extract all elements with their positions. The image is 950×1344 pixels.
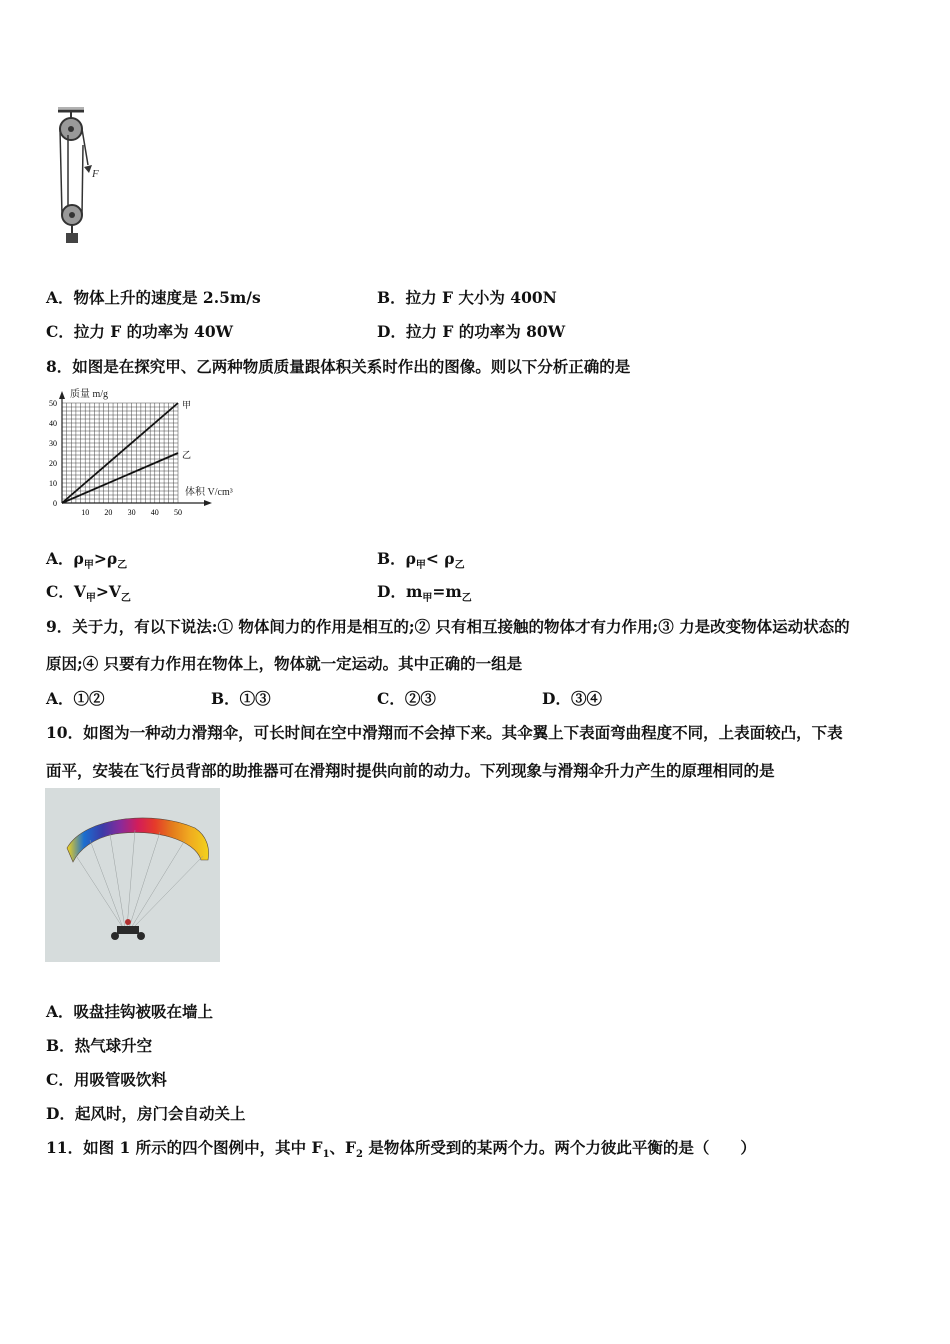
q8-a-mid: >ρ: [93, 549, 118, 568]
q10-option-d: D．起风时，房门会自动关上: [46, 1104, 246, 1123]
q8-b-mid: < ρ: [425, 549, 455, 568]
series-label: 甲: [182, 401, 192, 411]
q11-sub2: 2: [356, 1149, 364, 1161]
x-axis-label: 体积 V/cm³: [185, 487, 233, 498]
q9-stem-line2: 原因;④ 只要有力作用在物体上，物体就一定运动。其中正确的一组是: [46, 654, 523, 673]
q8-a-sub2: 乙: [117, 560, 128, 572]
q8-option-b: [377, 547, 465, 571]
q7-option-c: C．拉力 F 的功率为 40W: [46, 322, 234, 341]
y-tick-label: 10: [49, 479, 57, 488]
q9-option-c: C．②③: [377, 689, 436, 708]
paraglider-photo: [45, 788, 220, 962]
q9-option-d: D．③④: [542, 689, 602, 708]
q9-option-b: B．①③: [211, 689, 271, 708]
q8-stem: 8．如图是在探究甲、乙两种物质质量跟体积关系时作出的图像。则以下分析正确的是: [46, 357, 631, 376]
q8-option-d: [377, 580, 472, 604]
q11-stem: [46, 1136, 756, 1160]
q11-stem-pre: 11．如图 1 所示的四个图例中，其中 F: [46, 1138, 323, 1157]
q10-option-c: C．用吸管吸饮料: [46, 1070, 167, 1089]
pulley-figure: [50, 105, 110, 250]
q8-a-main: A．ρ: [46, 549, 84, 568]
x-tick-label: 10: [81, 508, 90, 517]
q8-c-mid: >V: [95, 582, 121, 601]
q8-b-sub1: 甲: [415, 560, 426, 572]
q10-option-b: B．热气球升空: [46, 1036, 153, 1055]
series-label: 乙: [182, 451, 192, 461]
q11-stem-post: 是物体所受到的某两个力。两个力彼此平衡的是（ ）: [363, 1138, 756, 1157]
y-tick-label: 40: [49, 419, 57, 428]
q11-stem-mid: 、F: [329, 1138, 357, 1157]
series-line-yi: [62, 453, 178, 503]
q8-d-mid: =m: [432, 582, 462, 601]
y-tick-label: 50: [49, 399, 57, 408]
q8-b-sub2: 乙: [454, 560, 465, 572]
q8-b-main: B．ρ: [377, 549, 416, 568]
y-tick-label: 30: [49, 439, 57, 448]
series-line-jia: [62, 403, 178, 503]
q8-d-main: D．m: [377, 582, 423, 601]
x-tick-label: 50: [174, 508, 182, 517]
y-axis-label: 质量 m/g: [70, 389, 109, 400]
q7-option-d: D．拉力 F 的功率为 80W: [377, 322, 566, 341]
q8-c-sub1: 甲: [85, 593, 96, 605]
q8-d-sub2: 乙: [461, 593, 472, 605]
x-tick-label: 40: [150, 508, 159, 517]
q8-option-c: [46, 580, 131, 604]
y-tick-label: 20: [49, 459, 57, 468]
q8-c-main: C．V: [46, 582, 86, 601]
x-tick-label: 30: [127, 508, 136, 517]
q8-option-a: [46, 547, 127, 571]
q7-option-b: B．拉力 F 大小为 400N: [377, 288, 557, 307]
q9-option-a: A．①②: [46, 689, 105, 708]
q8-c-sub2: 乙: [120, 593, 131, 605]
q8-d-sub1: 甲: [422, 593, 433, 605]
q9-stem-line1: 9．关于力，有以下说法:① 物体间力的作用是相互的;② 只有相互接触的物体才有力作用;③ 力是改变物体运动状态的: [46, 617, 850, 636]
q10-option-a: A．吸盘挂钩被吸在墙上: [46, 1002, 214, 1021]
y-tick-label: 0: [53, 499, 57, 508]
q7-option-a: A．物体上升的速度是 2.5m/s: [46, 288, 261, 307]
q8-a-sub1: 甲: [83, 560, 94, 572]
q11-sub1: 1: [322, 1149, 330, 1161]
force-label: F: [92, 168, 99, 180]
q10-stem-line2: 面平，安装在飞行员背部的助推器可在滑翔时提供向前的动力。下列现象与滑翔伞升力产生的原理相同的是: [46, 761, 775, 780]
mass-volume-chart: [40, 385, 260, 520]
q10-stem-line1: 10．如图为一种动力滑翔伞，可长时间在空中滑翔而不会掉下来。其伞翼上下表面弯曲程度不同，上表面较凸，下表: [46, 723, 843, 742]
x-tick-label: 20: [104, 508, 113, 517]
